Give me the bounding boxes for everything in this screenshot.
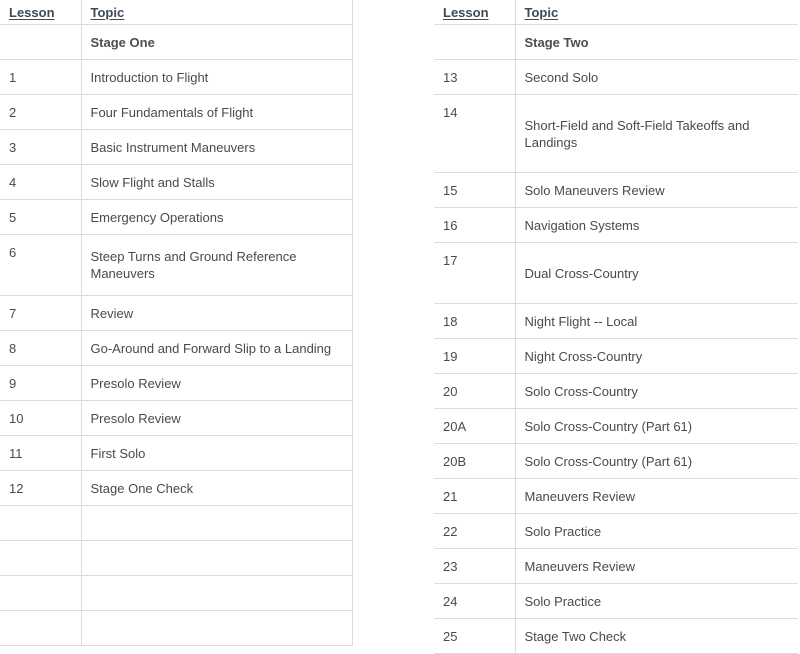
lesson-number: 1 xyxy=(0,60,81,95)
lesson-number: 14 xyxy=(434,95,515,173)
lesson-topic: Emergency Operations xyxy=(81,200,352,235)
lesson-number xyxy=(0,576,81,611)
lesson-topic: Night Flight -- Local xyxy=(515,304,798,339)
lesson-number: 4 xyxy=(0,165,81,200)
lesson-topic: Presolo Review xyxy=(81,366,352,401)
table-row xyxy=(0,506,352,541)
table-row xyxy=(0,541,352,576)
lesson-number xyxy=(0,541,81,576)
lesson-topic: Presolo Review xyxy=(81,401,352,436)
table-row xyxy=(434,374,798,409)
lesson-topic: Solo Practice xyxy=(515,514,798,549)
lesson-number: 23 xyxy=(434,549,515,584)
lesson-number: 17 xyxy=(434,243,515,304)
lesson-topic xyxy=(81,506,352,541)
lesson-number: 19 xyxy=(434,339,515,374)
table-row xyxy=(0,611,352,646)
lesson-number: 12 xyxy=(0,471,81,506)
lesson-number: 18 xyxy=(434,304,515,339)
table-row xyxy=(434,173,798,208)
lesson-topic: Four Fundamentals of Flight xyxy=(81,95,352,130)
lesson-topic xyxy=(81,611,352,646)
stage-title-row xyxy=(434,25,798,60)
lesson-number: 21 xyxy=(434,479,515,514)
lesson-number: 10 xyxy=(0,401,81,436)
lesson-topic: Solo Cross-Country xyxy=(515,374,798,409)
stage-lesson-cell xyxy=(434,25,515,60)
topic-column-header: Topic xyxy=(81,0,352,25)
stage-title: Stage One xyxy=(81,25,352,60)
lesson-number: 24 xyxy=(434,584,515,619)
lesson-topic: Second Solo xyxy=(515,60,798,95)
lesson-topic: Dual Cross-Country xyxy=(515,243,798,304)
lesson-number: 16 xyxy=(434,208,515,243)
table-row xyxy=(0,401,352,436)
table-row xyxy=(0,165,352,200)
table-row xyxy=(434,60,798,95)
stage-title-row xyxy=(0,25,352,60)
lesson-topic: Slow Flight and Stalls xyxy=(81,165,352,200)
lesson-number: 15 xyxy=(434,173,515,208)
lesson-topic: Go-Around and Forward Slip to a Landing xyxy=(81,331,352,366)
table-row xyxy=(434,304,798,339)
lesson-number: 6 xyxy=(0,235,81,296)
lesson-number: 11 xyxy=(0,436,81,471)
lesson-column-header: Lesson xyxy=(0,0,81,25)
lesson-topic xyxy=(81,576,352,611)
lesson-topic: Steep Turns and Ground Reference Maneuvers xyxy=(81,235,352,296)
lesson-topic: Solo Cross-Country (Part 61) xyxy=(515,444,798,479)
lesson-number: 20B xyxy=(434,444,515,479)
lesson-topic: Stage Two Check xyxy=(515,619,798,654)
table-row xyxy=(0,130,352,165)
lesson-topic: Maneuvers Review xyxy=(515,479,798,514)
lesson-number: 3 xyxy=(0,130,81,165)
stage-one-table xyxy=(0,0,353,646)
lesson-topic: Navigation Systems xyxy=(515,208,798,243)
lesson-topic: Short-Field and Soft-Field Takeoffs and Landings xyxy=(515,95,798,173)
table-row xyxy=(434,619,798,654)
header-row xyxy=(0,0,352,25)
lesson-number: 25 xyxy=(434,619,515,654)
table-row xyxy=(434,208,798,243)
table-row xyxy=(0,366,352,401)
table-row xyxy=(0,200,352,235)
table-row xyxy=(434,409,798,444)
table-row xyxy=(0,331,352,366)
table-row xyxy=(0,95,352,130)
lesson-topic: Review xyxy=(81,296,352,331)
stage-title: Stage Two xyxy=(515,25,798,60)
lesson-number: 7 xyxy=(0,296,81,331)
lesson-topic: Basic Instrument Maneuvers xyxy=(81,130,352,165)
lesson-number: 9 xyxy=(0,366,81,401)
lesson-topic: Stage One Check xyxy=(81,471,352,506)
lesson-topic: Solo Practice xyxy=(515,584,798,619)
lesson-topic: Solo Maneuvers Review xyxy=(515,173,798,208)
lesson-topic: Solo Cross-Country (Part 61) xyxy=(515,409,798,444)
topic-column-header: Topic xyxy=(515,0,798,25)
lesson-topic: Introduction to Flight xyxy=(81,60,352,95)
table-row xyxy=(434,479,798,514)
table-row xyxy=(0,471,352,506)
lesson-number: 5 xyxy=(0,200,81,235)
lesson-number xyxy=(0,611,81,646)
lesson-topic: Maneuvers Review xyxy=(515,549,798,584)
stage-lesson-cell xyxy=(0,25,81,60)
lesson-column-header: Lesson xyxy=(434,0,515,25)
header-row xyxy=(434,0,798,25)
lesson-topic: First Solo xyxy=(81,436,352,471)
table-row xyxy=(0,60,352,95)
table-row xyxy=(434,339,798,374)
table-row xyxy=(434,514,798,549)
lesson-number: 20A xyxy=(434,409,515,444)
table-row xyxy=(0,576,352,611)
table-row xyxy=(0,296,352,331)
lesson-number: 2 xyxy=(0,95,81,130)
lesson-number: 22 xyxy=(434,514,515,549)
lesson-number: 20 xyxy=(434,374,515,409)
lesson-number: 8 xyxy=(0,331,81,366)
table-row xyxy=(434,95,798,173)
table-row xyxy=(434,243,798,304)
table-row xyxy=(0,235,352,296)
table-row xyxy=(0,436,352,471)
lesson-topic: Night Cross-Country xyxy=(515,339,798,374)
table-row xyxy=(434,444,798,479)
table-row xyxy=(434,584,798,619)
lesson-topic xyxy=(81,541,352,576)
lesson-number: 13 xyxy=(434,60,515,95)
lesson-number xyxy=(0,506,81,541)
table-row xyxy=(434,549,798,584)
stage-two-table xyxy=(434,0,798,654)
